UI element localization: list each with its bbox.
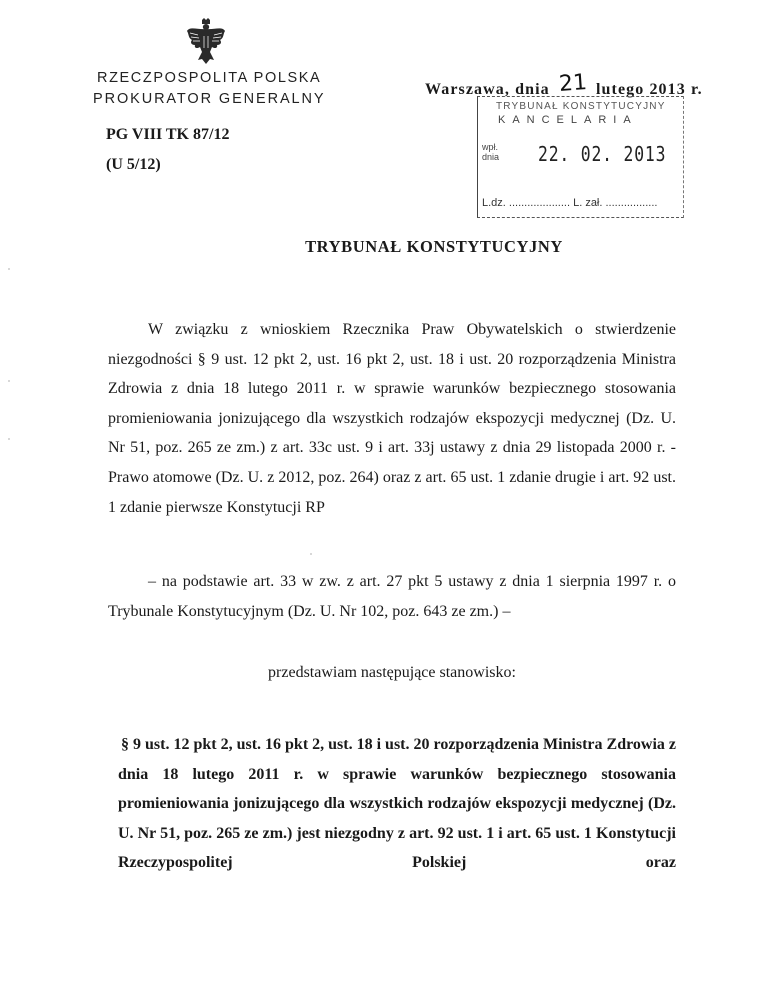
organization-name: RZECZPOSPOLITA POLSKA: [97, 70, 322, 86]
case-reference: (U 5/12): [106, 156, 161, 173]
scan-speck: [310, 553, 312, 555]
addressee-heading: [0, 237, 768, 257]
stamp-register-line: L.dz. .................... L. zał. .................: [482, 197, 658, 209]
scan-speck: [8, 380, 10, 382]
statement-text: przedstawiam następujące stanowisko:: [268, 664, 516, 681]
organization-office: PROKURATOR GENERALNY: [93, 91, 326, 107]
paragraph-statement: [0, 664, 768, 682]
paragraph-position: § 9 ust. 12 pkt 2, ust. 16 pkt 2, ust. 18 i ust. 20 rozporządzenia Ministra Zdrowia z dnia 18 lutego 2011 r. w sprawie warunków bezpiecznego stosowania promieniowania jonizującego dla wszystkich rodzajów ekspozycji medycznej (Dz. U. Nr 51, poz. 265 ze zm.) jest niezgodny z art. 92 ust. 1 i art. 65 ust. 1 Konstytucji Rzeczypospolitej Polskiej oraz: [118, 736, 676, 872]
scan-speck: [8, 268, 10, 270]
stamp-received-date: 22. 02. 2013: [538, 142, 667, 166]
date-suffix: lutego 2013 r.: [595, 81, 703, 98]
scan-speck: [8, 438, 10, 440]
registry-stamp: [477, 96, 684, 218]
case-signature: PG VIII TK 87/12: [106, 126, 230, 143]
stamp-department: KANCELARIA: [498, 114, 638, 126]
polish-eagle-icon: [184, 18, 228, 68]
paragraph-intro: W związku z wnioskiem Rzecznika Praw Obywatelskich o stwierdzenie niezgodności § 9 ust. 12 pkt 2, ust. 16 pkt 2, ust. 18 i ust. 20 rozporządzenia Ministra Zdrowia z dnia 18 lutego 2011 r. w sprawie warunków bezpiecznego stosowania promieniowania jonizującego dla wszystkich rodzajów ekspozycji medycznej (Dz. U. Nr 51, poz. 265 ze zm.) z art. 33c ust. 9 i art. 33j ustawy z dnia 29 listopada 2000 r. - Prawo atomowe (Dz. U. z 2012, poz. 264) oraz z art. 65 ust. 1 zdanie drugie i art. 92 ust. 1 zdanie pierwsze Konstytucji RP: [108, 321, 676, 516]
handwritten-day: 21: [558, 70, 588, 97]
stamp-received-label: wpł. dnia: [482, 142, 500, 162]
stamp-institution: TRYBUNAŁ KONSTYTUCYJNY: [496, 101, 666, 112]
paragraph-legal-basis: – na podstawie art. 33 w zw. z art. 27 pkt 5 ustawy z dnia 1 sierpnia 1997 r. o Trybunale Konstytucyjnym (Dz. U. Nr 102, poz. 643 ze zm.) –: [108, 573, 676, 620]
date-prefix: Warszawa, dnia: [425, 81, 550, 98]
addressee: TRYBUNAŁ KONSTYTUCYJNY: [305, 237, 563, 256]
